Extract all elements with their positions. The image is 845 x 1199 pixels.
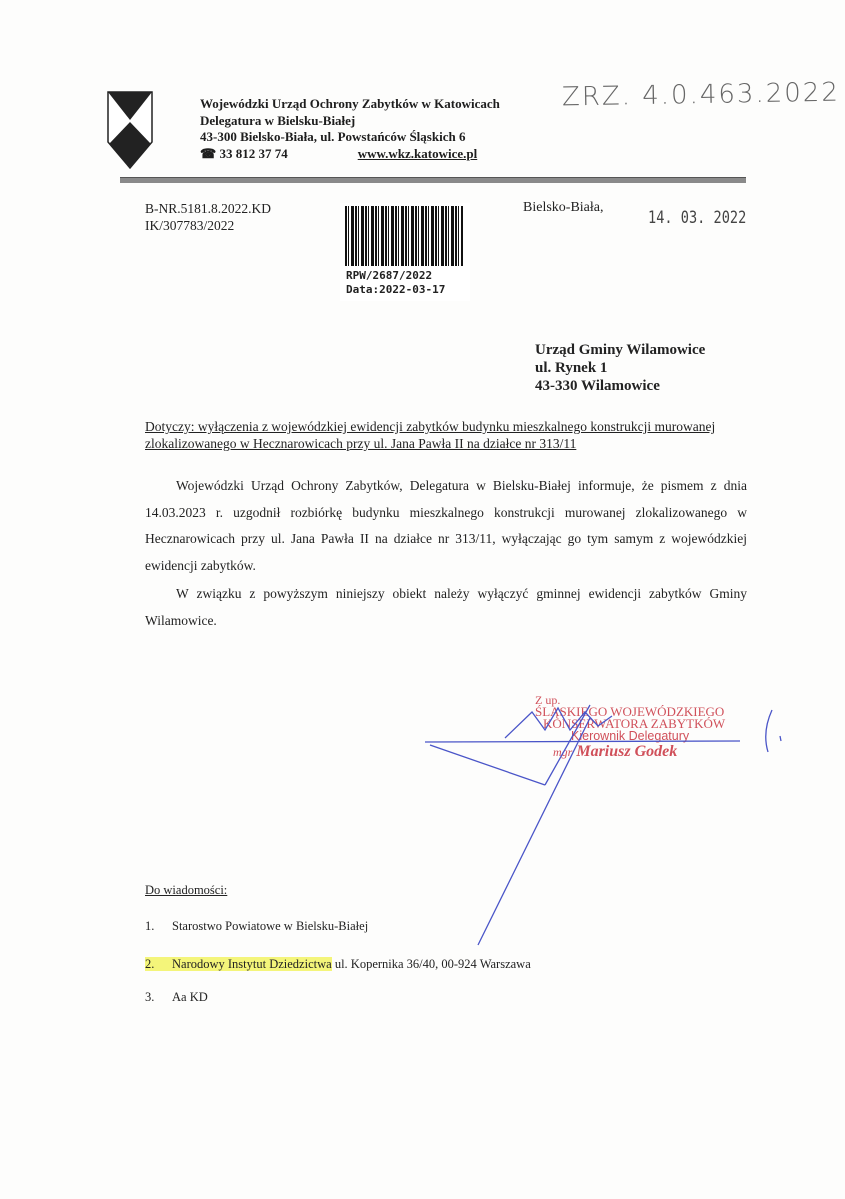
date-stamp: 14. 03. 2022 <box>648 208 747 228</box>
receipt-date: Data:2022-03-17 <box>346 283 446 296</box>
reference-number: IK/307783/2022 <box>145 218 235 233</box>
addressee-line: Urząd Gminy Wilamowice <box>535 342 706 358</box>
addressee-line: 43-330 Wilamowice <box>535 378 660 394</box>
org-address: 43-300 Bielsko-Biała, ul. Powstańców Śląskich 6 <box>200 129 466 144</box>
place: Bielsko-Biała, <box>523 200 604 215</box>
paragraph: W związku z powyższym niniejszy obiekt należy wyłączyć gminnej ewidencji zabytków Gminy Wilamowice. <box>145 586 747 628</box>
stamp-title: mgr <box>553 745 573 759</box>
highlighted-text: Narodowy Instytut Dziedzictwa <box>172 957 332 971</box>
branch-name: Delegatura w Bielsku-Białej <box>200 112 356 128</box>
org-name: Wojewódzki Urząd Ochrony Zabytków w Katowicach <box>200 96 500 111</box>
stamp-line: ŚLĄSKIEGO WOJEWÓDZKIEGO <box>535 704 725 719</box>
reference-number: B-NR.5181.8.2022.KD <box>145 201 272 216</box>
handwritten-case-number: ZRZ. 4.0.463.2022 <box>561 77 841 113</box>
stamp-line: Kierownik Delegatury <box>571 729 690 743</box>
rpw-number: RPW/2687/2022 <box>346 269 433 282</box>
distribution-item: 1. Starostwo Powiatowe w Bielsku-Białej <box>145 919 369 933</box>
distribution-item: 2. Narodowy Instytut Dziedzictwa ul. Kopernika 36/40, 00-924 Warszawa <box>145 957 531 971</box>
subject: Dotyczy: wyłączenia z wojewódzkiej ewidencji zabytków budynku mieszkalnego konstrukcji murowanej zlokalizowanego w Hecznarowicach przy ul. Jana Pawła II na działce nr 313/11 <box>145 419 716 451</box>
addressee-line: ul. Rynek 1 <box>535 360 608 376</box>
paragraph: Wojewódzki Urząd Ochrony Zabytków, Delegatura w Bielsku-Białej informuje, że pismem z dnia 14.03.2023 r. uzgodnił rozbiórkę budynku mieszkalnego konstrukcji murowanej zlokalizowanego w Hecznarowicach przy ul. Jana Pawła II na działce nr 313/11, wyłączając go tym samym z wojewódzkiej ewidencji zabytków. <box>145 478 747 573</box>
distribution-heading: Do wiadomości: <box>145 883 228 897</box>
signatory-name: Mariusz Godek <box>576 743 678 760</box>
phone-number: 33 812 37 74 <box>219 145 288 161</box>
stamp-line: Z up. <box>535 693 561 707</box>
stamp-line: KONSERWATORA ZABYTKÓW <box>543 716 726 731</box>
phone-icon: ☎ <box>200 145 220 161</box>
website-link[interactable]: www.wkz.katowice.pl <box>357 145 478 161</box>
distribution-item: 3. Aa KD <box>145 990 208 1004</box>
